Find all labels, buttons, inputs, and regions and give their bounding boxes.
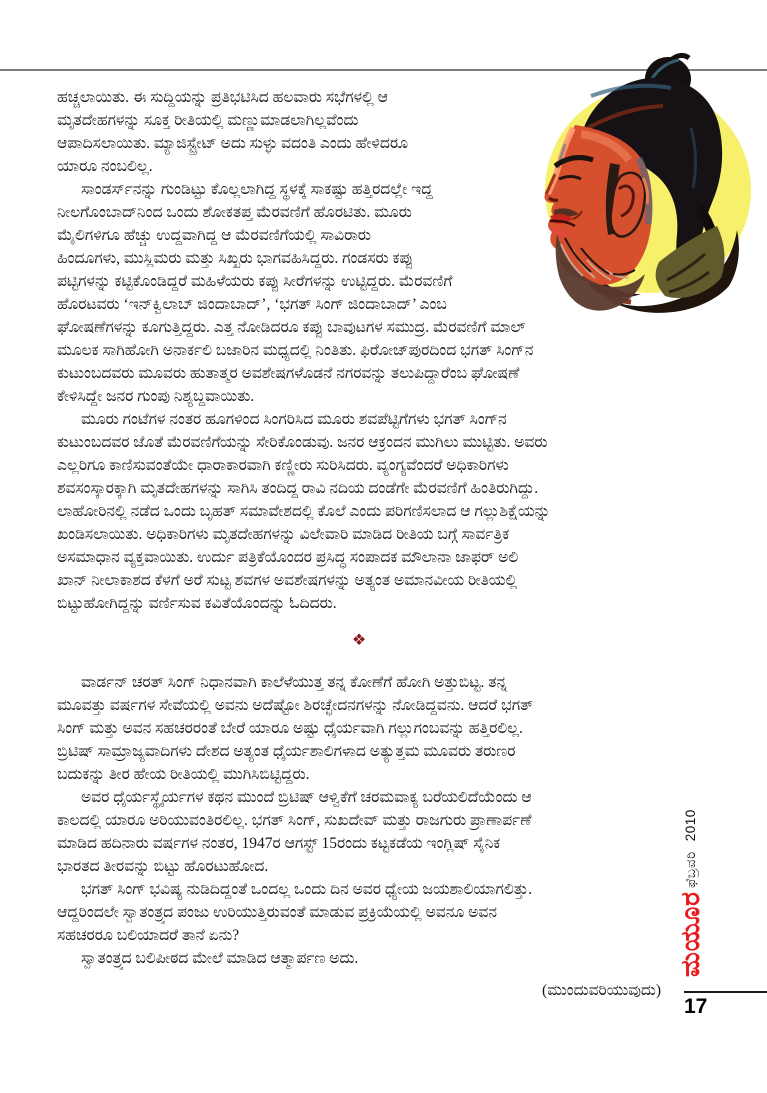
text-line: ಮೃತದೇಹಗಳನ್ನು ಸೂಕ್ತ ರೀತಿಯಲ್ಲಿ ಮಣ್ಣುಮಾಡಲಾಗಿಲ್ಲವೆಂದು: [57, 112, 359, 129]
article-body: [57, 86, 661, 1003]
text-line: ಹೊರಟವರು ‘ಇನ್‌ಕ್ವಿಲಾಬ್ ಜಿಂದಾಬಾದ್’, ‘ಭಗತ್ ಸಿಂಗ್ ಜಿಂದಾಬಾದ್’ ಎಂಬ: [57, 296, 447, 313]
paragraph: [57, 671, 661, 786]
text-line: ಮೂಲಕ ಸಾಗಿಹೋಗಿ ಅನಾರ್ಕಲಿ ಬಜಾರಿನ ಮಧ್ಯದಲ್ಲಿ ನಿಂತಿತು. ಫಿರೋಜ್‌ಪುರದಿಂದ ಭಗತ್ ಸಿಂಗ್‌ನ: [57, 342, 534, 359]
text-line: ಹಚ್ಚಲಾಯಿತು. ಈ ಸುದ್ದಿಯನ್ನು ಪ್ರತಿಭಟಿಸಿದ ಹಲವಾರು ಸಭೆಗಳಲ್ಲಿ ಆ: [57, 89, 388, 106]
text-line: ಮೂವತ್ತು ವರ್ಷಗಳ ಸೇವೆಯಲ್ಲಿ ಅವನು ಅದೆಷ್ಟೋ ಶಿರಚ್ಛೇದನಗಳನ್ನು ನೋಡಿದ್ದವನು. ಆದರೆ ಭಗತ್: [57, 697, 534, 714]
text-line: ಎಲ್ಲರಿಗೂ ಕಾಣಿಸುವಂತೆಯೇ ಧಾರಾಕಾರವಾಗಿ ಕಣ್ಣೀರು ಸುರಿಸಿದರು. ವ್ಯಂಗ್ಯವೆಂದರೆ ಅಧಿಕಾರಿಗಳು: [57, 457, 509, 474]
paragraph: [57, 786, 661, 878]
text-line: ಸ್ವಾತಂತ್ರ್ಯದ ಬಲಿಪೀಠದ ಮೇಲೆ ಮಾಡಿದ ಆತ್ಮಾರ್ಪಣ ಅದು.: [81, 950, 359, 967]
text-line: ಬದುಕನ್ನು ತೀರ ಹೇಯ ರೀತಿಯಲ್ಲಿ ಮುಗಿಸಿಬಿಟ್ಟಿದ್ದರು.: [57, 766, 310, 783]
text-line: ಘೋಷಣೆಗಳನ್ನು ಕೂಗುತ್ತಿದ್ದರು. ಎತ್ತ ನೋಡಿದರೂ ಕಪ್ಪು ಬಾವುಟಗಳ ಸಮುದ್ರ. ಮೆರವಣಿಗೆ ಮಾಲ್: [57, 319, 526, 336]
text-line: ಯಾರೂ ನಂಬಲಿಲ್ಲ.: [57, 158, 153, 175]
text-line: ಹಿಂದೂಗಳು, ಮುಸ್ಲಿಮರು ಮತ್ತು ಸಿಖ್ಖರು ಭಾಗವಹಿಸಿದ್ದರು. ಗಂಡಸರು ಕಪ್ಪು: [57, 250, 414, 267]
text-line: ಖಂಡಿಸಲಾಯಿತು. ಅಧಿಕಾರಿಗಳು ಮೃತದೇಹಗಳನ್ನು ವಿಲೇವಾರಿ ಮಾಡಿದ ರೀತಿಯ ಬಗ್ಗೆ ಸಾರ್ವತ್ರಿಕ: [57, 526, 510, 543]
paragraph: [57, 178, 661, 408]
text-line: ಮೈಲಿಗಳಿಗೂ ಹೆಚ್ಚು ಉದ್ದವಾಗಿದ್ದ ಆ ಮೆರವಣಿಗೆಯಲ್ಲಿ ಸಾವಿರಾರು: [57, 227, 371, 244]
text-line: ಖಾನ್ ನೀಲಾಕಾಶದ ಕೆಳಗೆ ಅರೆ ಸುಟ್ಟ ಶವಗಳ ಅವಶೇಷಗಳನ್ನು ಅತ್ಯಂತ ಅಮಾನವೀಯ ರೀತಿಯಲ್ಲಿ: [57, 572, 518, 589]
text-line: ಶವಸಂಸ್ಕಾರಕ್ಕಾಗಿ ಮೃತದೇಹಗಳನ್ನು ಸಾಗಿಸಿ ತಂದಿದ್ದ ರಾವಿ ನದಿಯ ದಂಡೆಗೇ ಮೆರವಣಿಗೆ ಹಿಂತಿರುಗಿದ್ದು.: [57, 480, 539, 497]
text-line: ಅವರ ಧೈರ್ಯಸ್ಥೈರ್ಯಗಳ ಕಥನ ಮುಂದೆ ಬ್ರಿಟಿಷ್ ಆಳ್ವಿಕೆಗೆ ಚರಮವಾಕ್ಯ ಬರೆಯಲಿದೆಯೆಂದು ಆ: [81, 789, 532, 806]
text-line: ಭಾರತದ ತೀರವನ್ನು ಬಿಟ್ಟು ಹೊರಟುಹೋದ.: [57, 858, 269, 875]
text-line: ವಾರ್ಡನ್ ಚರತ್ ಸಿಂಗ್ ನಿಧಾನವಾಗಿ ಕಾಲೆಳೆಯುತ್ತ ತನ್ನ ಕೋಣೆಗೆ ಹೋಗಿ ಅತ್ತುಬಿಟ್ಟ. ತನ್ನ: [81, 674, 508, 691]
paragraph: [57, 408, 661, 615]
page-number: 17: [684, 995, 708, 1018]
text-line: ಅಸಮಾಧಾನ ವ್ಯಕ್ತವಾಯಿತು. ಉರ್ದು ಪತ್ರಿಕೆಯೊಂದರ ಪ್ರಸಿದ್ಧ ಸಂಪಾದಕ ಮೌಲಾನಾ ಜಾಫರ್ ಅಲಿ: [57, 549, 519, 566]
text-line: ಸಾಂಡರ್ಸ್‌ನನ್ನು ಗುಂಡಿಟ್ಟು ಕೊಲ್ಲಲಾಗಿದ್ದ ಸ್ಥಳಕ್ಕೆ ಸಾಕಷ್ಟು ಹತ್ತಿರದಲ್ಲೇ ಇದ್ದ: [81, 181, 433, 198]
text-line: ಕೇಳಿಸಿದ್ದೇ ಜನರ ಗುಂಪು ನಿಶ್ಯಬ್ದವಾಯಿತು.: [57, 388, 255, 405]
paragraph: [57, 86, 661, 178]
text-line: ಬಿಟ್ಟುಹೋಗಿದ್ದನ್ನು ವರ್ಣಿಸುವ ಕವಿತೆಯೊಂದನ್ನು ಓದಿದರು.: [57, 595, 337, 612]
issue-month: ಫೆಬ್ರವರಿ: [683, 851, 698, 888]
paragraph: [57, 878, 661, 947]
text-line: ಆಪಾದಿಸಲಾಯಿತು. ಮ್ಯಾಜಿಸ್ಟ್ರೇಟ್ ಅದು ಸುಳ್ಳು ವದಂತಿ ಎಂದು ಹೇಳಿದರೂ: [57, 135, 408, 152]
text-line: ನೀಲಗೊಂಬಾದ್‌ನಿಂದ ಒಂದು ಶೋಕತಪ್ತ ಮೆರವಣಿಗೆ ಹೊರಟಿತು. ಮೂರು: [57, 204, 412, 221]
issue-date-vertical: [683, 809, 699, 888]
paragraph: [57, 947, 661, 970]
text-line: ಸಹಚರರೂ ಬಲಿಯಾದರೆ ತಾನೆ ಏನು?: [57, 927, 240, 944]
text-line: ಕುಟುಂಬದವರು ಮೂವರು ಹುತಾತ್ಮರ ಅವಶೇಷಗಳೊಡನೆ ನಗರವನ್ನು ತಲುಪಿದ್ದಾರೆಂಬ ಘೋಷಣೆ: [57, 365, 520, 382]
issue-year: 2010: [683, 809, 698, 842]
text-line: ಪಟ್ಟಿಗಳನ್ನು ಕಟ್ಟಿಕೊಂಡಿದ್ದರೆ ಮಹಿಳೆಯರು ಕಪ್ಪು ಸೀರೆಗಳನ್ನು ಉಟ್ಟಿದ್ದರು. ಮೆರವಣಿಗೆ: [57, 273, 453, 290]
page-number-rule: [684, 991, 767, 993]
text-line: ಮೂರು ಗಂಟೆಗಳ ನಂತರ ಹೂಗಳಿಂದ ಸಿಂಗರಿಸಿದ ಮೂರು ಶವಪೆಟ್ಟಿಗೆಗಳು ಭಗತ್ ಸಿಂಗ್‌ನ: [81, 411, 507, 428]
text-line: ಭಗತ್ ಸಿಂಗ್ ಭವಿಷ್ಯ ನುಡಿದಿದ್ದಂತೆ ಒಂದಲ್ಲ ಒಂದು ದಿನ ಅವರ ಧ್ಯೇಯ ಜಯಶಾಲಿಯಾಗಲಿತ್ತು.: [81, 881, 533, 898]
text-line: ಬ್ರಿಟಿಷ್ ಸಾಮ್ರಾಜ್ಯವಾದಿಗಳು ದೇಶದ ಅತ್ಯಂತ ಧೈರ್ಯಶಾಲಿಗಳಾದ ಅತ್ಯುತ್ತಮ ಮೂವರು ತರುಣರ: [57, 743, 516, 760]
section-divider-ornament: ❖: [351, 632, 367, 649]
magazine-title-vertical: ಮಯೂರ: [676, 891, 705, 977]
text-line: ಸಿಂಗ್ ಮತ್ತು ಅವನ ಸಹಚರರಂತೆ ಬೇರೆ ಯಾರೂ ಅಷ್ಟು ಧೈರ್ಯವಾಗಿ ಗಲ್ಲುಗಂಬವನ್ನು ಹತ್ತಿರಲಿಲ್ಲ.: [57, 720, 523, 737]
continuation-note: (ಮುಂದುವರಿಯುವುದು): [541, 982, 661, 999]
text-line: ಮಾಡಿದ ಹದಿನಾರು ವರ್ಷಗಳ ನಂತರ, 1947ರ ಆಗಸ್ಟ್ 15ರಂದು ಕಟ್ಟಕಡೆಯ ಇಂಗ್ಲಿಷ್ ಸೈನಿಕ: [57, 835, 501, 852]
text-line: ಆದ್ದರಿಂದಲೇ ಸ್ವಾತಂತ್ರ್ಯದ ಪಂಜು ಉರಿಯುತ್ತಿರುವಂತೆ ಮಾಡುವ ಪ್ರಕ್ರಿಯೆಯಲ್ಲಿ ಅವನೂ ಅವನ: [57, 904, 497, 921]
text-line: ಲಾಹೋರಿನಲ್ಲಿ ನಡೆದ ಒಂದು ಬೃಹತ್ ಸಮಾವೇಶದಲ್ಲಿ ಕೊಲೆ ಎಂದು ಪರಿಗಣಿಸಲಾದ ಆ ಗಲ್ಲುಶಿಕ್ಷೆಯನ್ನು: [57, 503, 551, 520]
text-line: ಕುಟುಂಬದವರ ಜೊತೆ ಮೆರವಣಿಗೆಯನ್ನು ಸೇರಿಕೊಂಡುವು. ಜನರ ಆಕ್ರಂದನ ಮುಗಿಲು ಮುಟ್ಟಿತು. ಅವರು: [57, 434, 548, 451]
text-line: ಕಾಲದಲ್ಲಿ ಯಾರೂ ಅರಿಯುವಂತಿರಲಿಲ್ಲ. ಭಗತ್ ಸಿಂಗ್, ಸುಖದೇವ್ ಮತ್ತು ರಾಜಗುರು ಪ್ರಾಣಾರ್ಪಣೆ: [57, 812, 532, 829]
